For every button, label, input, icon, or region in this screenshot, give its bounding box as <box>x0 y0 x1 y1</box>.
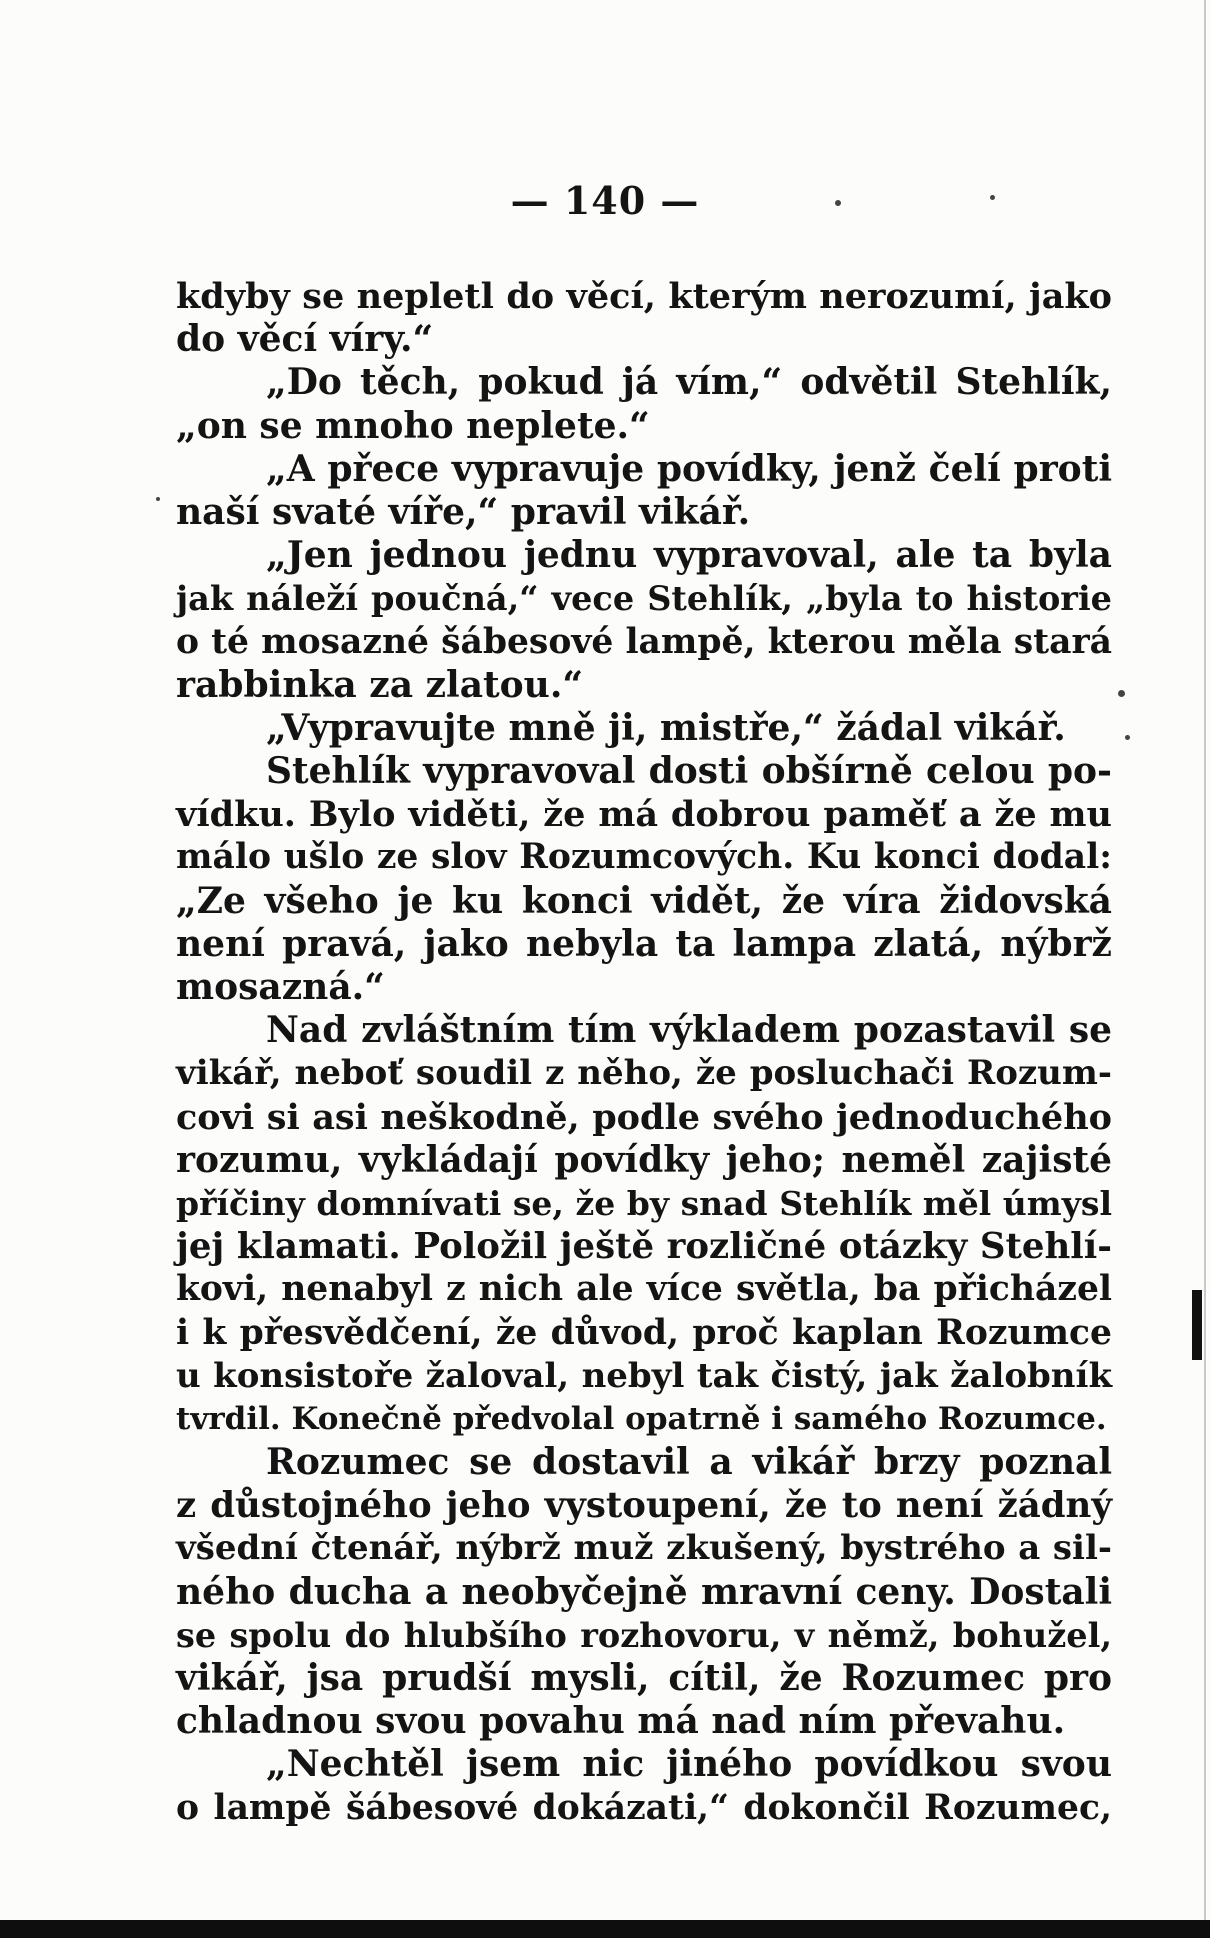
text-line: vikář, jsa prudší mysli, cítil, že Rozumec pro <box>176 1657 1112 1699</box>
body-text <box>176 275 1112 1830</box>
text-line: u konsistoře žaloval, nebyl tak čistý, jak žalobník <box>176 1355 1112 1396</box>
text-line: ného ducha a neobyčejně mravní ceny. Dostali <box>176 1570 1112 1613</box>
text-line: „A přece vypravuje povídky, jenž čelí proti <box>266 447 1112 490</box>
text-line: Rozumec se dostavil a vikář brzy poznal <box>266 1441 1112 1484</box>
text-line: Nad zvláštním tím výkladem pozastavil se <box>266 1009 1112 1052</box>
text-line: kdyby se nepletl do věcí, kterým nerozumí, jako <box>176 276 1112 317</box>
text-line: o té mosazné šábesové lampě, kterou měla stará <box>176 621 1112 662</box>
text-line: jak náleží poučná,“ vece Stehlík, „byla to historie <box>176 579 1112 619</box>
text-line: málo ušlo ze slov Rozumcových. Ku konci dodal: <box>176 837 1112 878</box>
text-line: mosazná.“ <box>176 966 385 1008</box>
ink-speck <box>156 497 160 501</box>
text-line: naší svaté víře,“ pravil vikář. <box>176 490 751 533</box>
text-line: „Do těch, pokud já vím,“ odvětil Stehlík, <box>266 361 1112 404</box>
text-line: všední čtenář, nýbrž muž zkušený, bystrého a sil- <box>176 1528 1112 1569</box>
text-line: o lampě šábesové dokázati,“ dokončil Rozumec, <box>176 1787 1112 1828</box>
text-line: i k přesvědčení, že důvod, proč kaplan Rozumce <box>176 1312 1112 1353</box>
text-line: vídku. Bylo viděti, že má dobrou paměť a že mu <box>176 794 1112 836</box>
text-line: rabbinka za zlatou.“ <box>176 663 584 706</box>
text-line: do věcí víry.“ <box>176 318 434 361</box>
text-line: „on se mnoho neplete.“ <box>176 404 650 447</box>
ink-speck <box>1125 735 1130 740</box>
text-line: kovi, nenabyl z nich ale více světla, ba přicházel <box>176 1269 1112 1310</box>
ink-speck <box>1118 690 1125 697</box>
text-line: „Ze všeho je ku konci vidět, že víra židovská <box>176 879 1112 922</box>
page-edge-shadow <box>1204 0 1206 1938</box>
text-line: chladnou svou povahu má nad ním převahu. <box>176 1700 1066 1743</box>
text-line: z důstojného jeho vystoupení, že to není žádný <box>176 1485 1112 1527</box>
text-line: se spolu do hlubšího rozhovoru, v němž, bohužel, <box>176 1615 1112 1655</box>
binding-mark <box>1192 1290 1202 1360</box>
text-line: vikář, neboť soudil z něho, že posluchači Rozum- <box>176 1053 1112 1094</box>
text-line: „Nechtěl jsem nic jiného povídkou svou <box>266 1743 1112 1786</box>
page-number: — 140 — <box>510 178 700 223</box>
scan-border <box>0 1920 1210 1938</box>
text-line: „Vypravujte mně ji, mistře,“ žádal vikář. <box>266 706 1066 749</box>
text-line: rozumu, vykládají povídky jeho; neměl zajisté <box>176 1138 1112 1181</box>
text-line: „Jen jednou jednu vypravoval, ale ta byla <box>266 534 1112 577</box>
text-line: příčiny domnívati se, že by snad Stehlík měl úmysl <box>176 1183 1112 1223</box>
text-line: Stehlík vypravoval dosti obšírně celou po- <box>266 750 1112 793</box>
text-line: jej klamati. Položil ještě rozličné otázky Stehlí- <box>176 1226 1112 1268</box>
text-line: covi si asi neškodně, podle svého jednoduchého <box>176 1096 1112 1138</box>
text-line: není pravá, jako nebyla ta lampa zlatá, nýbrž <box>176 922 1112 965</box>
text-line: tvrdil. Konečně předvolal opatrně i samého Rozumce. <box>176 1400 1107 1437</box>
